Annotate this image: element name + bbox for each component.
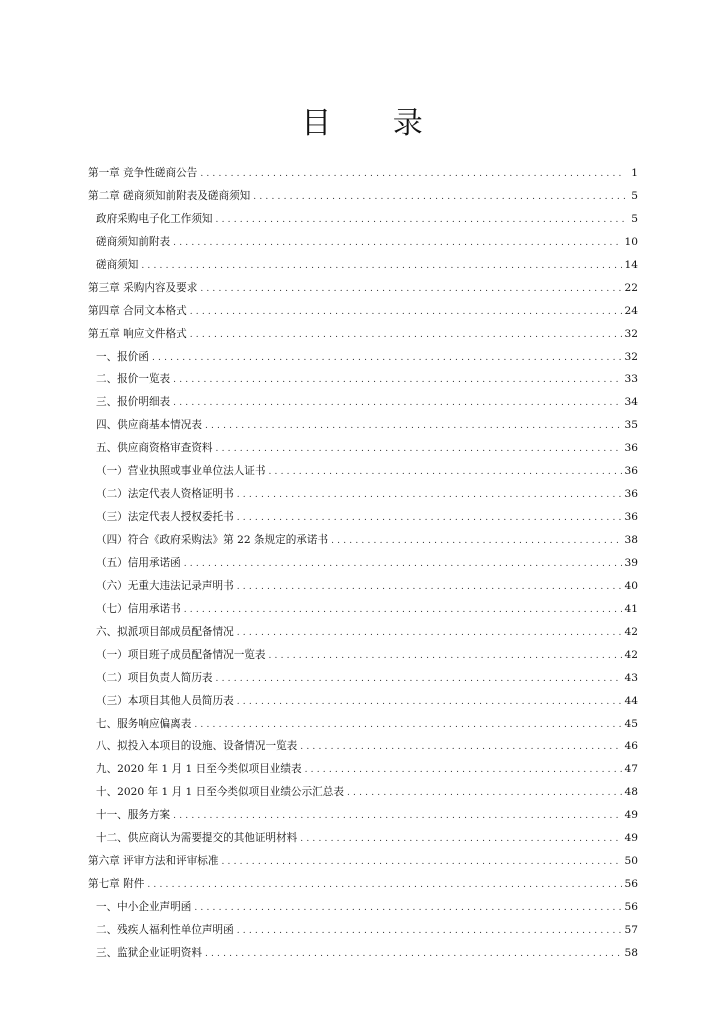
toc-entry[interactable] bbox=[88, 942, 638, 965]
toc-entry-page: 36 bbox=[624, 442, 638, 455]
toc-entry-label: （三）法定代表人授权委托书 bbox=[96, 511, 234, 524]
toc-entry-label: 十二、供应商认为需要提交的其他证明材料 bbox=[96, 832, 298, 845]
toc-entry-label: 第一章 竞争性磋商公告 bbox=[88, 167, 198, 179]
toc-entry[interactable] bbox=[88, 277, 638, 300]
dot-leader bbox=[269, 645, 622, 668]
toc-entry[interactable] bbox=[88, 300, 638, 323]
dot-leader bbox=[237, 920, 622, 943]
toc-entry-page: 34 bbox=[624, 396, 638, 409]
toc-entry-page: 39 bbox=[624, 556, 638, 569]
toc-entry-page: 32 bbox=[624, 350, 638, 363]
toc-entry-label: （六）无重大违法记录声明书 bbox=[96, 579, 234, 592]
table-of-contents bbox=[88, 162, 638, 965]
toc-entry-label: （一）项目班子成员配备情况一览表 bbox=[96, 648, 266, 661]
toc-entry-page: 56 bbox=[624, 901, 638, 913]
toc-entry[interactable] bbox=[88, 529, 638, 552]
toc-entry-label: 四、供应商基本情况表 bbox=[96, 419, 202, 432]
toc-entry-label: 二、报价一览表 bbox=[96, 373, 171, 386]
toc-entry-page: 47 bbox=[624, 763, 638, 776]
toc-entry-page: 33 bbox=[624, 373, 638, 386]
toc-entry-label: 五、供应商资格审查资料 bbox=[96, 442, 213, 455]
toc-entry[interactable] bbox=[88, 598, 638, 621]
toc-entry[interactable] bbox=[88, 208, 638, 231]
toc-entry-page: 48 bbox=[624, 786, 638, 799]
dot-leader bbox=[347, 782, 622, 805]
toc-entry-page: 44 bbox=[624, 694, 638, 707]
toc-entry-page: 14 bbox=[624, 258, 638, 271]
dot-leader bbox=[237, 484, 622, 507]
dot-leader bbox=[237, 622, 622, 645]
toc-entry[interactable] bbox=[88, 437, 638, 460]
toc-entry-page: 36 bbox=[624, 488, 638, 501]
toc-entry-label: 三、监狱企业证明资料 bbox=[96, 946, 202, 959]
dot-leader bbox=[305, 759, 622, 782]
toc-entry[interactable] bbox=[88, 667, 638, 690]
dot-leader bbox=[205, 415, 622, 438]
dot-leader bbox=[205, 943, 622, 966]
toc-entry-page: 45 bbox=[624, 717, 638, 730]
toc-entry-label: 第三章 采购内容及要求 bbox=[88, 281, 198, 294]
toc-entry-label: 第五章 响应文件格式 bbox=[88, 327, 187, 340]
toc-entry-page: 38 bbox=[624, 534, 638, 546]
toc-entry-page: 5 bbox=[631, 189, 638, 202]
dot-leader bbox=[200, 278, 621, 301]
toc-entry-label: （四）符合《政府采购法》第 22 条规定的承诺书 bbox=[96, 534, 329, 546]
toc-entry-page: 41 bbox=[624, 602, 638, 615]
dot-leader bbox=[300, 736, 621, 759]
toc-entry-label: （五）信用承诺函 bbox=[96, 556, 181, 569]
toc-entry-page: 49 bbox=[624, 832, 638, 845]
toc-entry[interactable] bbox=[88, 346, 638, 369]
toc-entry[interactable] bbox=[88, 621, 638, 644]
toc-entry-page: 50 bbox=[624, 855, 638, 868]
toc-entry-label: 政府采购电子化工作须知 bbox=[96, 212, 213, 225]
toc-entry[interactable] bbox=[88, 919, 638, 942]
toc-entry-label: （一）营业执照或事业单位法人证书 bbox=[96, 465, 266, 478]
toc-entry[interactable] bbox=[88, 575, 638, 598]
toc-entry[interactable] bbox=[88, 552, 638, 575]
dot-leader bbox=[237, 691, 622, 714]
toc-entry[interactable] bbox=[88, 781, 638, 804]
toc-entry-page: 58 bbox=[624, 946, 638, 959]
dot-leader bbox=[237, 507, 622, 530]
toc-entry-page: 32 bbox=[624, 327, 638, 340]
toc-entry-label: 磋商须知 bbox=[96, 258, 139, 271]
toc-entry-label: 磋商须知前附表 bbox=[96, 235, 171, 248]
toc-entry[interactable] bbox=[88, 873, 638, 896]
toc-entry-label: 一、报价函 bbox=[96, 350, 149, 363]
dot-leader bbox=[216, 209, 625, 232]
toc-entry-page: 40 bbox=[624, 579, 638, 592]
toc-entry-page: 57 bbox=[624, 923, 638, 936]
toc-entry-label: （二）项目负责人简历表 bbox=[96, 671, 213, 684]
toc-entry-page: 42 bbox=[624, 625, 638, 638]
dot-leader bbox=[173, 369, 621, 392]
toc-entry-page: 1 bbox=[631, 167, 638, 179]
dot-leader bbox=[173, 232, 621, 255]
dot-leader bbox=[190, 301, 622, 324]
toc-entry-label: 十一、服务方案 bbox=[96, 809, 171, 822]
toc-entry-label: 三、报价明细表 bbox=[96, 396, 171, 409]
dot-leader bbox=[253, 186, 625, 209]
toc-entry-label: 二、残疾人福利性单位声明函 bbox=[96, 923, 234, 936]
toc-entry-page: 36 bbox=[624, 465, 638, 478]
toc-entry-page: 36 bbox=[624, 511, 638, 524]
dot-leader bbox=[331, 530, 621, 553]
toc-entry-page: 42 bbox=[624, 648, 638, 661]
toc-entry-label: （三）本项目其他人员简历表 bbox=[96, 694, 234, 707]
toc-entry-label: （七）信用承诺书 bbox=[96, 602, 181, 615]
dot-leader bbox=[194, 714, 621, 737]
dot-leader bbox=[300, 828, 621, 851]
dot-leader bbox=[141, 255, 621, 278]
toc-entry-label: 第七章 附件 bbox=[88, 878, 145, 891]
toc-entry[interactable] bbox=[88, 323, 638, 346]
dot-leader bbox=[190, 324, 622, 347]
toc-entry-page: 5 bbox=[631, 212, 638, 225]
toc-entry[interactable] bbox=[88, 690, 638, 713]
toc-entry[interactable] bbox=[88, 713, 638, 736]
toc-entry-page: 24 bbox=[624, 304, 638, 317]
dot-leader bbox=[269, 461, 622, 484]
toc-entry[interactable] bbox=[88, 758, 638, 781]
toc-entry[interactable] bbox=[88, 483, 638, 506]
toc-entry-label: （二）法定代表人资格证明书 bbox=[96, 488, 234, 501]
toc-entry[interactable] bbox=[88, 850, 638, 873]
toc-entry-label: 第二章 磋商须知前附表及磋商须知 bbox=[88, 189, 251, 202]
dot-leader bbox=[222, 851, 622, 874]
toc-entry[interactable] bbox=[88, 254, 638, 277]
dot-leader bbox=[194, 897, 621, 920]
dot-leader bbox=[200, 163, 625, 186]
toc-entry[interactable] bbox=[88, 391, 638, 414]
dot-leader bbox=[152, 347, 622, 370]
page-title: 目 录 bbox=[301, 106, 449, 141]
toc-entry-label: 六、拟派项目部成员配备情况 bbox=[96, 625, 234, 638]
dot-leader bbox=[216, 668, 622, 691]
toc-entry-label: 八、拟投入本项目的设施、设备情况一览表 bbox=[96, 740, 298, 753]
toc-entry[interactable] bbox=[88, 804, 638, 827]
toc-entry[interactable] bbox=[88, 460, 638, 483]
toc-entry[interactable] bbox=[88, 368, 638, 391]
toc-entry-page: 56 bbox=[624, 878, 638, 891]
dot-leader bbox=[216, 438, 622, 461]
dot-leader bbox=[173, 805, 621, 828]
toc-entry[interactable] bbox=[88, 162, 638, 185]
toc-entry[interactable] bbox=[88, 644, 638, 667]
toc-entry-label: 第四章 合同文本格式 bbox=[88, 304, 187, 317]
toc-entry[interactable] bbox=[88, 506, 638, 529]
toc-entry[interactable] bbox=[88, 896, 638, 919]
toc-entry-page: 46 bbox=[624, 740, 638, 753]
toc-entry-label: 第六章 评审方法和评审标准 bbox=[88, 855, 219, 868]
toc-entry[interactable] bbox=[88, 185, 638, 208]
dot-leader bbox=[173, 392, 621, 415]
toc-entry-page: 43 bbox=[624, 671, 638, 684]
dot-leader bbox=[184, 599, 622, 622]
dot-leader bbox=[147, 874, 621, 897]
toc-entry-label: 九、2020 年 1 月 1 日至今类似项目业绩表 bbox=[96, 763, 302, 776]
toc-entry[interactable] bbox=[88, 827, 638, 850]
toc-entry-label: 十、2020 年 1 月 1 日至今类似项目业绩公示汇总表 bbox=[96, 786, 344, 799]
toc-entry-page: 35 bbox=[624, 419, 638, 432]
toc-entry[interactable] bbox=[88, 231, 638, 254]
dot-leader bbox=[184, 553, 622, 576]
toc-entry-label: 七、服务响应偏离表 bbox=[96, 717, 192, 730]
toc-entry-page: 22 bbox=[624, 281, 638, 294]
dot-leader bbox=[237, 576, 622, 599]
toc-entry[interactable] bbox=[88, 414, 638, 437]
toc-entry[interactable] bbox=[88, 735, 638, 758]
toc-entry-page: 49 bbox=[624, 809, 638, 822]
toc-entry-label: 一、中小企业声明函 bbox=[96, 901, 192, 913]
toc-entry-page: 10 bbox=[624, 235, 638, 248]
